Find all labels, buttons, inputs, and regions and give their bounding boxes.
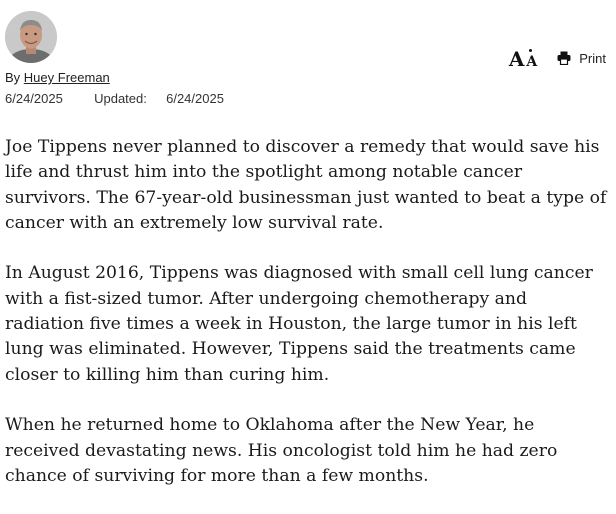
print-button[interactable] [557,51,606,66]
published-date: 6/24/2025 [5,91,63,106]
font-size-small-icon: A [526,54,538,70]
byline-prefix: By [5,70,24,85]
article-body [5,135,611,514]
author-link[interactable]: Huey Freeman [23,70,110,85]
byline [5,70,110,85]
article-paragraph: When he returned home to Oklahoma after the New Year, he received devastating news. His oncologist told him he had zero chance of surviving for more than a few months. [5,415,558,486]
font-size-button[interactable] [509,47,537,69]
article-paragraph: Joe Tippens never planned to discover a remedy that would save his life and thrust him into the spotlight among notable cancer survivors. The 67-year-old businessman just wanted to beat a type of cancer with an extremely low survival rate. [5,137,607,233]
article-dates [5,91,224,106]
font-size-icon: A [508,47,525,71]
author-photo [5,11,57,63]
printer-icon [557,51,571,65]
author-avatar[interactable] [5,11,57,63]
updated-label: Updated: [94,91,147,106]
article-toolbar [509,47,606,69]
print-label: Print [579,50,606,66]
updated-date: 6/24/2025 [166,91,224,106]
article-paragraph: In August 2016, Tippens was diagnosed with small cell lung cancer with a fist-sized tumor. After undergoing chemotherapy and radiation five times a week in Houston, the large tumor in his left lung was eliminated. However, Tippens said the treatments came closer to killing him than curing him. [5,263,593,385]
